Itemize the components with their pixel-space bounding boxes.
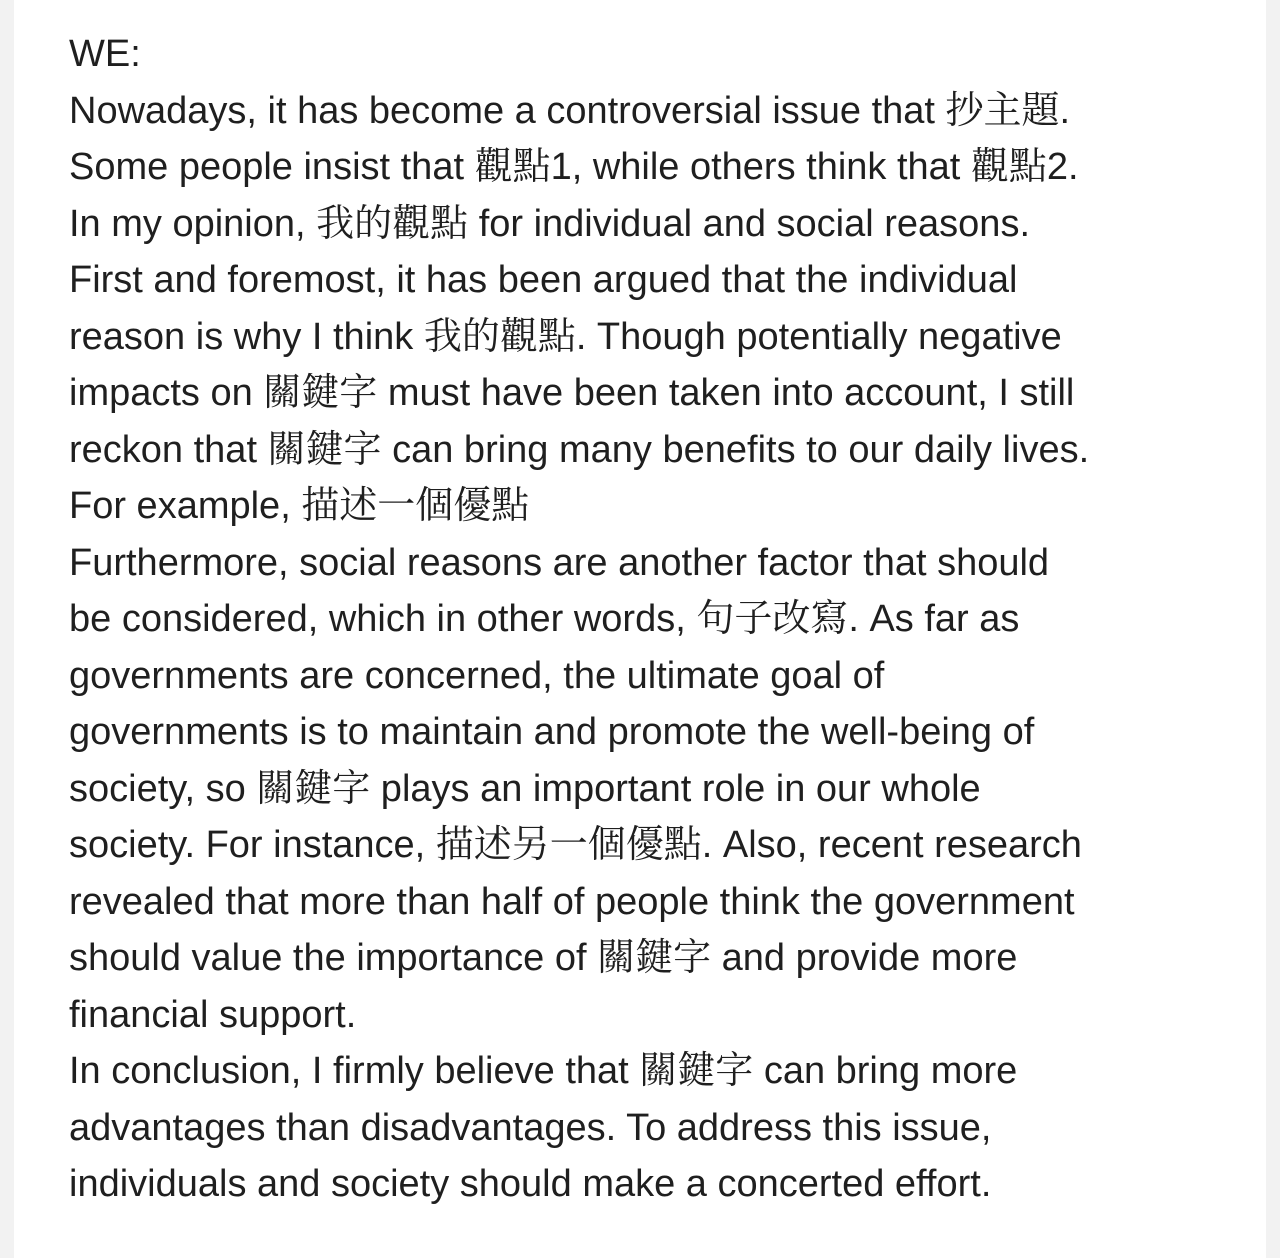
text-line: be considered, which in other words, 句子改寫. As far as [69, 598, 1020, 640]
text-line: society, so 關鍵字 plays an important role in our whole [69, 767, 981, 810]
text-line: individuals and society should make a concerted effort. [69, 1163, 992, 1205]
text-line: Nowadays, it has become a controversial issue that 抄主題. [69, 89, 1071, 132]
text-line: In my opinion, 我的觀點 for individual and social reasons. [69, 202, 1031, 245]
text-line: should value the importance of 關鍵字 and provide more [69, 937, 1018, 979]
text-line: First and foremost, it has been argued that the individual [69, 259, 1018, 301]
text-line: revealed that more than half of people think the government [69, 880, 1075, 923]
essay-text[interactable] [69, 26, 1259, 1213]
text-line: society. For instance, 描述另一個優點. Also, recent research [69, 824, 1082, 866]
text-line: advantages than disadvantages. To address this issue, [69, 1106, 992, 1149]
text-line: reason is why I think 我的觀點. Though potentially negative [69, 315, 1062, 358]
text-line: WE: [69, 33, 141, 75]
text-line: reckon that 關鍵字 can bring many benefits to our daily lives. [69, 428, 1090, 471]
text-line: governments are concerned, the ultimate goal of [69, 654, 885, 697]
text-line: financial support. [69, 993, 357, 1036]
text-line: impacts on 關鍵字 must have been taken into account, I still [69, 372, 1075, 414]
text-line: Furthermore, social reasons are another factor that should [69, 541, 1050, 584]
note-card [14, 0, 1266, 1258]
text-line: Some people insist that 觀點1, while others think that 觀點2. [69, 146, 1079, 188]
text-line: governments is to maintain and promote the well-being of [69, 711, 1035, 753]
text-line: In conclusion, I firmly believe that 關鍵字 can bring more [69, 1050, 1018, 1092]
text-line: For example, 描述一個優點 [69, 485, 530, 527]
